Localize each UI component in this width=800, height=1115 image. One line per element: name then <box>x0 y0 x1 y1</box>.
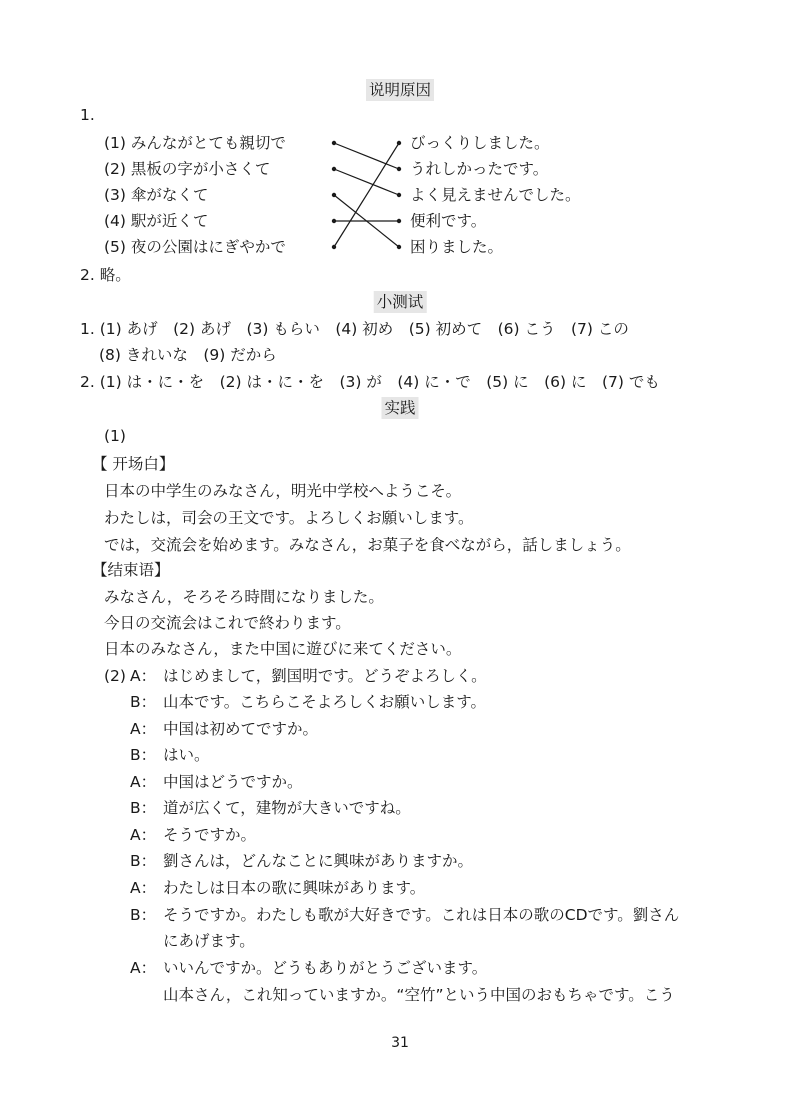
match-line <box>334 143 399 169</box>
left-item-4: (4) 駅が近くて <box>104 212 209 230</box>
closing-line-3: 日本のみなさん，また中国に遊びに来てください。 <box>104 640 462 658</box>
heading-quiz: 小测试 <box>374 291 427 313</box>
match-line <box>334 169 399 195</box>
right-item-3: よく見えませんでした。 <box>410 186 581 204</box>
dialogue-text: そうですか。わたしも歌が大好きです。これは日本の歌のCDです。劉さん <box>163 906 680 924</box>
q2-answer: 2. 略。 <box>80 266 131 284</box>
dialogue-text: そうですか。 <box>163 826 257 844</box>
closing-line-1: みなさん，そろそろ時間になりました。 <box>104 588 384 606</box>
dialogue-text: にあげます。 <box>163 932 255 950</box>
practice-part-2: (2) <box>104 667 126 685</box>
dialogue-speaker: B： <box>130 799 157 817</box>
dialogue-speaker: A： <box>130 773 157 791</box>
opening-line-1: 日本の中学生のみなさん，明光中学校へようこそ。 <box>104 482 462 500</box>
heading-explain: 说明原因 <box>366 79 434 101</box>
left-item-1: (1) みんながとても親切で <box>104 134 286 152</box>
matching-lines <box>0 0 800 300</box>
q1-number: 1. <box>80 106 95 124</box>
dialogue-text: いいんですか。どうもありがとうございます。 <box>163 959 488 977</box>
left-item-2: (2) 黒板の字が小さくて <box>104 160 271 178</box>
dialogue-speaker: B： <box>130 852 157 870</box>
left-item-3: (3) 傘がなくて <box>104 186 209 204</box>
practice-part-1: (1) <box>104 427 126 445</box>
right-item-4: 便利です。 <box>410 212 487 230</box>
left-item-5: (5) 夜の公園はにぎやかで <box>104 238 286 256</box>
closing-line-2: 今日の交流会はこれで終わります。 <box>104 614 351 632</box>
match-line <box>334 143 399 247</box>
dialogue-speaker: A： <box>130 879 157 897</box>
right-item-5: 困りました。 <box>410 238 504 256</box>
quiz-line-1b: (8) きれいな (9) だから <box>99 346 277 364</box>
dialogue-text: 道が広くて，建物が大きいですね。 <box>163 799 411 817</box>
dialogue-text: わたしは日本の歌に興味があります。 <box>163 879 426 897</box>
quiz-line-2: 2. (1) は・に・を (2) は・に・を (3) が (4) に・で (5) に (6) に (7) でも <box>80 373 660 391</box>
dialogue-text: はい。 <box>163 746 210 764</box>
dialogue-text: 劉さんは，どんなことに興味がありますか。 <box>163 852 474 870</box>
heading-practice: 实践 <box>381 397 418 419</box>
dialogue-speaker: B： <box>130 906 157 924</box>
dialogue-speaker: B： <box>130 746 157 764</box>
dialogue-text: はじめまして，劉国明です。どうぞよろしく。 <box>163 667 487 685</box>
quiz-line-1: 1. (1) あげ (2) あげ (3) もらい (4) 初め (5) 初めて (6) こう (7) この <box>80 320 629 338</box>
opening-label: 【 开场白】 <box>92 455 175 473</box>
dialogue-speaker: A： <box>130 720 157 738</box>
dialogue-text: 山本です。こちらこそよろしくお願いします。 <box>163 693 487 711</box>
dialogue-text: 中国はどうですか。 <box>163 773 303 791</box>
dialogue-speaker: B： <box>130 693 157 711</box>
dialogue-speaker: A： <box>130 826 157 844</box>
dialogue-text: 山本さん，これ知っていますか。“空竹”という中国のおもちゃです。こう <box>163 986 675 1004</box>
right-item-2: うれしかったです。 <box>410 160 549 178</box>
right-item-1: びっくりしました。 <box>410 134 550 152</box>
closing-label: 【结束语】 <box>92 561 170 579</box>
page-number: 31 <box>391 1035 409 1051</box>
dialogue-speaker: A： <box>130 959 157 977</box>
opening-line-2: わたしは，司会の王文です。よろしくお願いします。 <box>104 509 474 527</box>
dialogue-text: 中国は初めてですか。 <box>163 720 319 738</box>
opening-line-3: では，交流会を始めます。みなさん，お菓子を食べながら，話しましょう。 <box>104 536 631 554</box>
dialogue-speaker: A： <box>130 667 157 685</box>
